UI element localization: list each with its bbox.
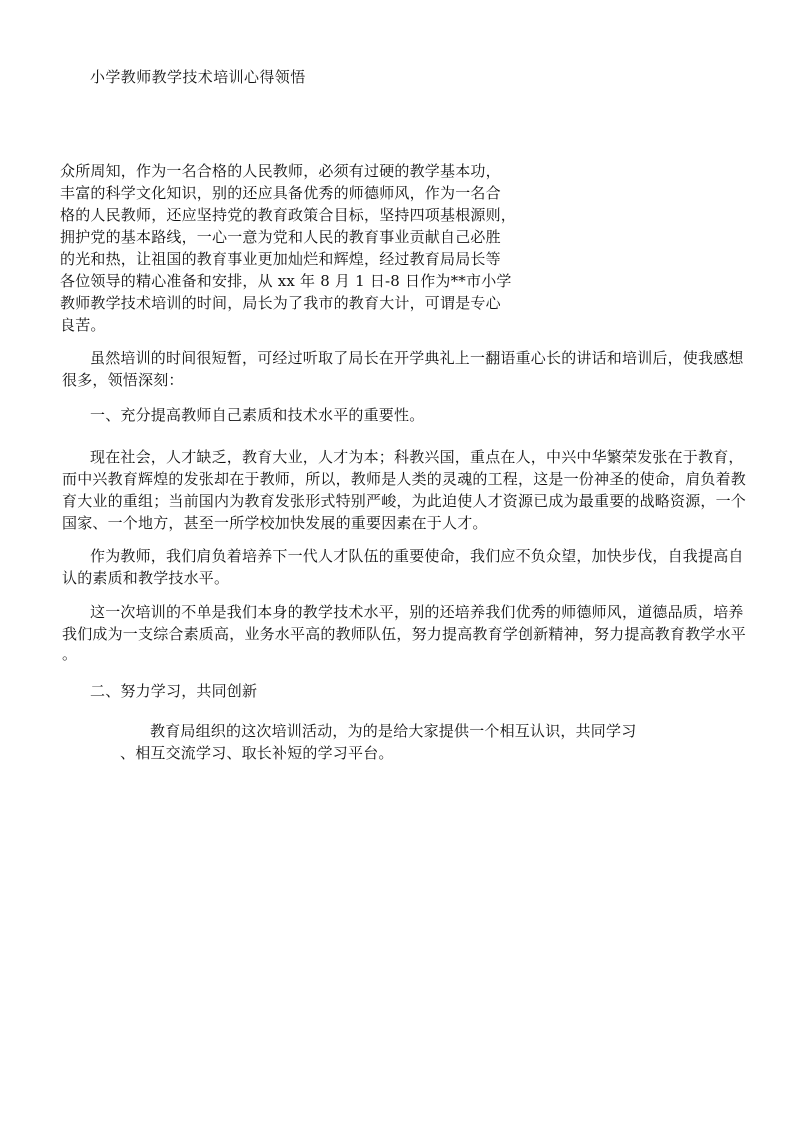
intro-line: 众所周知，作为一名合格的人民教师，必须有过硬的教学基本功， — [60, 162, 501, 180]
intro-line: 丰富的科学文化知识，别的还应具备优秀的师德师风，作为一名合 — [60, 184, 501, 202]
paragraph-line: 很多，领悟深刻： — [62, 371, 184, 389]
intro-line: 教师教学技术培训的时间，局长为了我市的教育大计，可谓是专心 — [60, 294, 501, 312]
intro-line: 拥护党的基本路线，一心一意为党和人民的教育事业贡献自己必胜 — [60, 228, 501, 246]
paragraph-line: 、相互交流学习、取长补短的学习平台。 — [120, 744, 394, 762]
paragraph-line: 。 — [62, 645, 78, 663]
section-heading: 一、充分提高教师自己素质和技术水平的重要性。 — [90, 406, 425, 424]
intro-line: 的光和热，让祖国的教育事业更加灿烂和辉煌，经过教育局局长等 — [60, 250, 501, 268]
intro-line: 格的人民教师，还应坚持党的教育政策合目标，坚持四项基根源则， — [60, 206, 517, 224]
paragraph-line: 虽然培训的时间很短暂，可经过听取了局长在开学典礼上一翻语重心长的讲话和培训后，使我感想 — [90, 349, 744, 367]
paragraph-line: 认的素质和教学技水平。 — [62, 569, 230, 587]
paragraph-line: 作为教师，我们肩负着培养下一代人才队伍的重要使命，我们应不负众望，加快步伐，自我提高自 — [90, 547, 744, 565]
paragraph-line: 这一次培训的不单是我们本身的教学技术水平，别的还培养我们优秀的师德师风，道德品质，培养 — [90, 603, 744, 621]
paragraph-line: 而中兴教育辉煌的发张却在于教师，所以，教师是人类的灵魂的工程，这是一份神圣的使命，肩负着教 — [62, 470, 747, 488]
paragraph-line: 现在社会，人才缺乏，教育大业，人才为本；科教兴国，重点在人，中兴中华繁荣发张在于教育， — [90, 448, 744, 466]
paragraph-line: 国家、一个地方，甚至一所学校加快发展的重要因素在于人才。 — [62, 514, 488, 532]
paragraph-line: 我们成为一支综合素质高，业务水平高的教师队伍，努力提高教育学创新精神，努力提高教育教学水平 — [62, 625, 747, 643]
paragraph-line: 育大业的重组；当前国内为教育发张形式特别严峻，为此迫使人才资源已成为最重要的战略资源，一个 — [62, 492, 747, 510]
document-title: 小学教师教学技术培训心得领悟 — [90, 68, 306, 86]
intro-line: 各位领导的精心准备和安排，从 xx 年 8 月 1 日-8 日作为**市小学 — [60, 272, 512, 290]
section-heading: 二、努力学习，共同创新 — [90, 682, 258, 700]
paragraph-line: 教育局组织的这次培训活动，为的是给大家提供一个相互认识，共同学习 — [150, 722, 637, 740]
intro-line: 良苦。 — [60, 316, 106, 334]
